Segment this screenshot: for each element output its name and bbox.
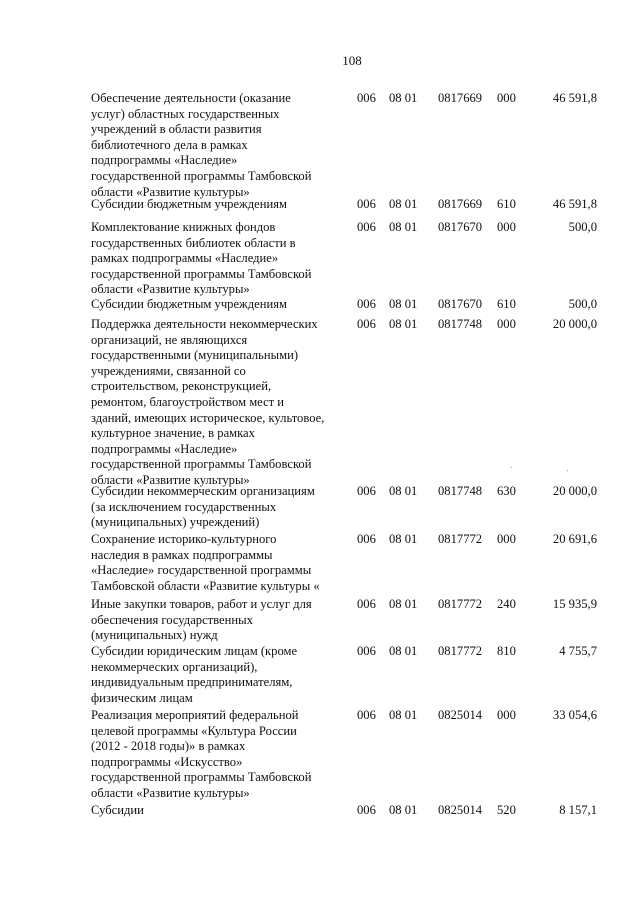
row-name	[91, 597, 353, 644]
row-section: 08 01	[389, 597, 418, 611]
row-name	[91, 91, 353, 200]
row-amount: 500,0	[568, 220, 597, 234]
row-name-line: наследия в рамках подпрограммы	[91, 547, 273, 562]
row-amount: 33 054,6	[552, 708, 597, 722]
row-name-line: (за исключением государственных	[91, 499, 277, 514]
row-name	[91, 803, 353, 819]
row-name-line: Тамбовской области «Развитие культуры «	[91, 578, 320, 593]
row-name-line: целевой программы «Культура России	[91, 723, 297, 738]
row-ved: 006	[357, 297, 376, 311]
row-name-line: Субсидии юридическим лицам (кроме	[91, 644, 298, 658]
scan-speck	[511, 467, 512, 468]
row-name-line: физическим лицам	[91, 690, 193, 705]
row-name-line: государственной программы Тамбовской	[91, 770, 312, 785]
row-name	[91, 708, 353, 802]
row-amount: 15 935,9	[552, 597, 597, 611]
row-target-code: 0817772	[438, 532, 483, 546]
row-name	[91, 644, 353, 706]
row-name-line: организаций, не являющихся	[91, 332, 248, 347]
row-section: 08 01	[389, 317, 418, 331]
row-name-line: (муниципальных) нужд	[91, 628, 218, 643]
row-section: 08 01	[389, 91, 418, 105]
row-name-line: зданий, имеющих историческое, культовое,	[91, 410, 325, 425]
row-name	[91, 532, 353, 594]
row-name-line: (муниципальных) учреждений)	[91, 515, 260, 530]
row-name	[91, 220, 353, 298]
row-name-line: Субсидии бюджетным учреждениям	[91, 297, 287, 311]
row-name-line: культурное значение, в рамках	[91, 426, 255, 441]
row-name-line: учреждениями, связанной со	[91, 363, 246, 378]
row-ved: 006	[357, 317, 376, 331]
row-ved: 006	[357, 708, 376, 722]
row-section: 08 01	[389, 297, 418, 311]
row-expense-type: 610	[497, 197, 516, 211]
row-name-line: обеспечения государственных	[91, 612, 253, 627]
row-name-line: государственной программы Тамбовской	[91, 168, 312, 183]
row-target-code: 0817669	[438, 91, 483, 105]
row-amount: 20 000,0	[552, 317, 597, 331]
row-expense-type: 000	[497, 708, 516, 722]
row-name-line: области «Развитие культуры»	[91, 472, 250, 487]
row-target-code: 0817748	[438, 317, 483, 331]
row-target-code: 0817772	[438, 644, 483, 658]
row-name-line: Сохранение историко-культурного	[91, 532, 277, 546]
row-name-line: области «Развитие культуры»	[91, 184, 250, 199]
scan-speck	[567, 470, 568, 471]
row-amount: 20 000,0	[552, 484, 597, 498]
row-ved: 006	[357, 597, 376, 611]
row-section: 08 01	[389, 532, 418, 546]
row-section: 08 01	[389, 803, 418, 817]
row-section: 08 01	[389, 220, 418, 234]
row-name	[91, 197, 353, 213]
row-name-line: Субсидии некоммерческим организациям	[91, 484, 315, 498]
row-name-line: подпрограммы «Наследие»	[91, 441, 238, 456]
row-ved: 006	[357, 803, 376, 817]
row-expense-type: 520	[497, 803, 516, 817]
row-name-line: Поддержка деятельности некоммерческих	[91, 317, 318, 331]
row-ved: 006	[357, 484, 376, 498]
row-section: 08 01	[389, 644, 418, 658]
row-target-code: 0817772	[438, 597, 483, 611]
row-name-line: рамках подпрограммы «Наследие»	[91, 251, 279, 266]
row-target-code: 0817670	[438, 220, 483, 234]
row-target-code: 0825014	[438, 708, 483, 722]
row-name-line: области «Развитие культуры»	[91, 282, 250, 297]
row-name-line: Субсидии	[91, 803, 144, 817]
row-name	[91, 297, 353, 313]
row-name-line: ремонтом, благоустройством мест и	[91, 394, 285, 409]
row-name-line: Иные закупки товаров, работ и услуг для	[91, 597, 312, 611]
row-target-code: 0817669	[438, 197, 483, 211]
row-section: 08 01	[389, 197, 418, 211]
row-name-line: Комплектование книжных фондов	[91, 220, 276, 234]
row-target-code: 0825014	[438, 803, 483, 817]
row-name-line: некоммерческих организаций),	[91, 659, 258, 674]
row-name-line: (2012 - 2018 годы)» в рамках	[91, 739, 246, 754]
row-amount: 4 755,7	[559, 644, 597, 658]
row-ved: 006	[357, 532, 376, 546]
row-expense-type: 240	[497, 597, 516, 611]
row-name-line: «Наследие» государственной программы	[91, 563, 312, 578]
row-ved: 006	[357, 220, 376, 234]
row-section: 08 01	[389, 708, 418, 722]
row-name-line: учреждений в области развития	[91, 122, 262, 137]
row-name-line: подпрограммы «Наследие»	[91, 153, 238, 168]
row-target-code: 0817748	[438, 484, 483, 498]
row-name-line: индивидуальным предпринимателям,	[91, 675, 293, 690]
row-ved: 006	[357, 197, 376, 211]
row-name-line: области «Развитие культуры»	[91, 785, 250, 800]
row-expense-type: 000	[497, 91, 516, 105]
row-amount: 20 691,6	[552, 532, 597, 546]
row-expense-type: 610	[497, 297, 516, 311]
row-expense-type: 810	[497, 644, 516, 658]
row-target-code: 0817670	[438, 297, 483, 311]
row-name-line: государственной программы Тамбовской	[91, 457, 312, 472]
row-name-line: библиотечного дела в рамках	[91, 137, 248, 152]
row-expense-type: 000	[497, 317, 516, 331]
row-name-line: подпрограммы «Искусство»	[91, 754, 243, 769]
row-name	[91, 484, 353, 531]
row-ved: 006	[357, 644, 376, 658]
row-name-line: услуг) областных государственных	[91, 106, 280, 121]
row-amount: 46 591,8	[552, 91, 597, 105]
row-section: 08 01	[389, 484, 418, 498]
row-name-line: государственной программы Тамбовской	[91, 266, 312, 281]
row-name-line: Реализация мероприятий федеральной	[91, 708, 299, 722]
page-number: 108	[342, 53, 362, 68]
row-name-line: строительством, реконструкцией,	[91, 379, 272, 394]
row-expense-type: 000	[497, 532, 516, 546]
row-amount: 500,0	[568, 297, 597, 311]
row-amount: 8 157,1	[559, 803, 597, 817]
row-name-line: Субсидии бюджетным учреждениям	[91, 197, 287, 211]
row-name-line: государственными (муниципальными)	[91, 348, 299, 363]
row-amount: 46 591,8	[552, 197, 597, 211]
row-name	[91, 317, 353, 489]
row-name-line: государственных библиотек области в	[91, 235, 296, 250]
row-expense-type: 000	[497, 220, 516, 234]
row-name-line: Обеспечение деятельности (оказание	[91, 91, 291, 105]
row-expense-type: 630	[497, 484, 516, 498]
row-ved: 006	[357, 91, 376, 105]
